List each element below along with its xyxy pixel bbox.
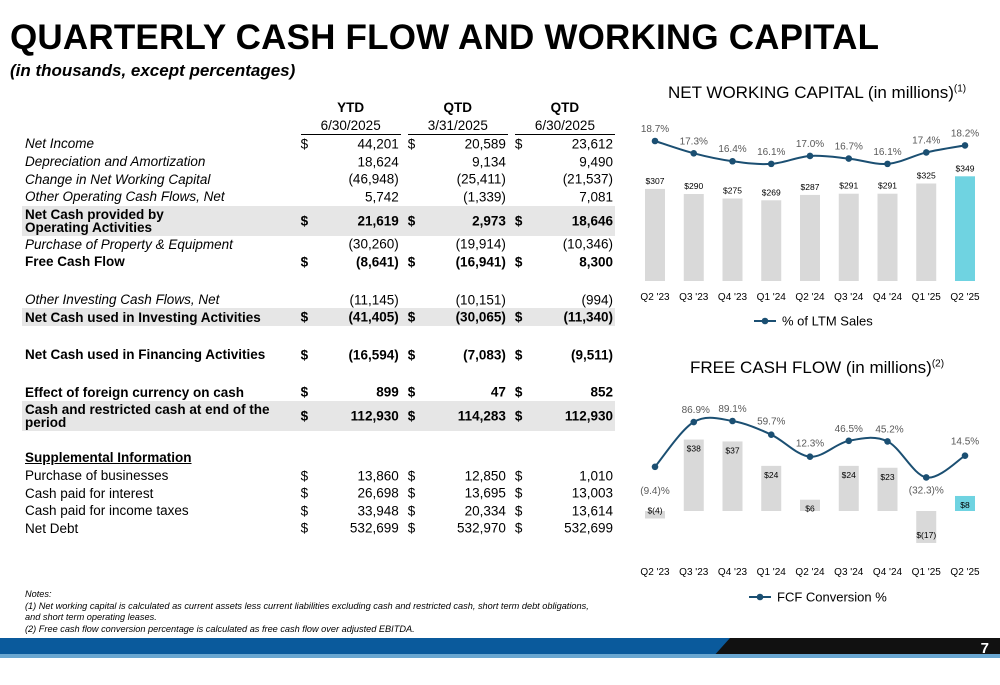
page-subtitle: (in thousands, except percentages) xyxy=(10,61,296,80)
x-tick-label: Q2 '25 xyxy=(950,567,980,578)
line-label: 16.1% xyxy=(873,146,902,158)
bar xyxy=(723,199,743,282)
table-cell xyxy=(408,308,508,326)
line-point xyxy=(884,438,891,445)
row-label: Net Cash provided by Operating Activities xyxy=(25,206,164,235)
table-cell xyxy=(408,467,508,485)
line-label: 86.9% xyxy=(681,405,710,417)
table-cell xyxy=(408,253,508,271)
table-cell xyxy=(301,484,401,502)
table-row xyxy=(22,449,615,467)
currency-symbol: $ xyxy=(514,213,523,229)
bar-label: $269 xyxy=(761,187,781,198)
cell-value: (46,948) xyxy=(348,171,399,187)
table-header-row xyxy=(22,100,615,118)
table-row xyxy=(22,308,615,326)
x-tick-label: Q2 '23 xyxy=(640,292,670,303)
table-date-row xyxy=(22,118,615,136)
cell-value: 23,612 xyxy=(571,136,613,152)
row-label: Net Cash used in Investing Activities xyxy=(25,309,261,325)
table-cell xyxy=(301,206,401,236)
legend-marker xyxy=(762,318,769,325)
table-cell xyxy=(408,153,508,171)
bar-label: $8 xyxy=(960,499,970,510)
currency-symbol: $ xyxy=(514,254,523,270)
bar-label: $291 xyxy=(878,180,897,191)
table-cell xyxy=(515,384,615,402)
line-point xyxy=(768,431,775,438)
table-cell xyxy=(301,467,401,485)
table-cell xyxy=(515,520,615,538)
bar-label: $(17) xyxy=(916,529,937,540)
line-label: 17.4% xyxy=(912,135,941,147)
currency-symbol: $ xyxy=(300,254,309,270)
row-label: Effect of foreign currency on cash xyxy=(25,384,245,400)
cell-value: (21,537) xyxy=(562,171,613,187)
table-cell xyxy=(515,308,615,326)
bar-label: $38 xyxy=(686,443,701,454)
currency-symbol: $ xyxy=(407,520,416,536)
bar-label: $349 xyxy=(955,163,975,174)
table-cell xyxy=(301,170,401,188)
line-point xyxy=(923,474,930,481)
line-point xyxy=(652,464,659,471)
cell-value: 13,614 xyxy=(571,503,613,519)
cell-value: (10,346) xyxy=(562,236,613,252)
row-label: Cash paid for income taxes xyxy=(25,503,189,519)
cell-value: (19,914) xyxy=(455,236,506,252)
currency-symbol: $ xyxy=(514,468,523,484)
table-row xyxy=(22,346,615,364)
x-tick-label: Q4 '23 xyxy=(717,292,748,303)
nwc-chart-title: NET WORKING CAPITAL (in millions)$^{(1)}$ xyxy=(668,83,967,102)
table-row xyxy=(22,153,615,171)
x-tick-label: Q3 '23 xyxy=(679,292,709,303)
cell-value: (30,260) xyxy=(348,236,399,252)
cell-value: (11,145) xyxy=(349,292,399,308)
currency-symbol: $ xyxy=(514,485,523,501)
line-point xyxy=(807,453,814,460)
line-label: 18.7% xyxy=(640,124,670,135)
page-title: QUARTERLY CASH FLOW AND WORKING CAPITAL xyxy=(10,18,880,57)
bar xyxy=(839,194,859,281)
bar xyxy=(955,176,975,281)
cell-value: 532,699 xyxy=(349,520,399,536)
currency-symbol: $ xyxy=(407,136,416,152)
bar-label: $23 xyxy=(880,471,895,482)
row-label: Supplemental Information xyxy=(25,450,192,466)
x-tick-label: Q3 '24 xyxy=(834,292,864,303)
line-point xyxy=(884,161,891,168)
bar-label: $307 xyxy=(645,175,665,186)
fcf-chart-title: FREE CASH FLOW (in millions)$^{(2)}$ xyxy=(690,358,945,377)
cell-value: 13,860 xyxy=(357,468,399,484)
bar-label: $24 xyxy=(764,469,779,480)
cell-value: 532,699 xyxy=(564,520,613,536)
cell-value: 12,850 xyxy=(464,468,506,484)
currency-symbol: $ xyxy=(514,347,523,363)
line-label: 59.7% xyxy=(757,416,786,428)
line-label: (9.4)% xyxy=(640,485,670,497)
currency-symbol: $ xyxy=(300,347,309,363)
note-1: (1) Net working capital is calculated as current assets less current liabilities excluding cash and restricted cash, short term debt obligations, and short term operating leases. xyxy=(25,600,589,622)
currency-symbol: $ xyxy=(407,213,416,229)
bar xyxy=(878,194,898,281)
bar-label: $287 xyxy=(800,181,820,192)
col-date-qtd-2: 6/30/2025 xyxy=(515,118,615,135)
notes xyxy=(25,589,595,635)
cell-value: (41,405) xyxy=(348,309,399,325)
line-point xyxy=(729,158,736,165)
cell-value: (7,083) xyxy=(463,347,506,363)
row-label: Free Cash Flow xyxy=(25,254,125,270)
table-cell xyxy=(408,502,508,520)
bar-label: $291 xyxy=(839,180,859,191)
x-tick-label: Q4 '23 xyxy=(717,567,748,578)
row-label: Cash paid for interest xyxy=(25,485,154,501)
bar-label: $275 xyxy=(723,185,742,196)
table-cell xyxy=(301,236,401,254)
x-tick-label: Q1 '24 xyxy=(756,292,786,303)
bar xyxy=(645,189,665,281)
cell-value: (994) xyxy=(581,292,613,308)
row-label: Other Investing Cash Flows, Net xyxy=(25,292,220,308)
cell-value: 47 xyxy=(490,384,506,400)
notes-heading: Notes: xyxy=(25,589,52,599)
note-2: (2) Free cash flow conversion percentage is calculated as free cash flow over adjusted EBITDA. xyxy=(25,623,415,634)
currency-symbol: $ xyxy=(407,485,416,501)
row-label: Net Income xyxy=(25,136,95,152)
table-cell xyxy=(301,291,401,309)
table-cell xyxy=(301,502,401,520)
table-cell xyxy=(408,291,508,309)
col-date-ytd: 6/30/2025 xyxy=(301,118,401,135)
table-row xyxy=(22,206,615,236)
currency-symbol: $ xyxy=(300,408,309,424)
table-row xyxy=(22,401,615,431)
table-cell xyxy=(515,236,615,254)
currency-symbol: $ xyxy=(514,136,523,152)
cash-flow-table xyxy=(22,100,615,537)
legend-label: % of LTM Sales xyxy=(782,313,873,329)
cell-value: 26,698 xyxy=(357,485,399,501)
table-row xyxy=(22,188,615,206)
cell-value: 33,948 xyxy=(357,503,399,519)
currency-symbol: $ xyxy=(300,213,309,229)
currency-symbol: $ xyxy=(300,136,309,152)
bar xyxy=(684,194,704,281)
cell-value: 20,334 xyxy=(464,503,506,519)
row-label: Purchase of businesses xyxy=(25,468,169,484)
row-label: Change in Net Working Capital xyxy=(25,171,211,187)
table-cell xyxy=(301,401,401,431)
col-header-qtd-2: QTD xyxy=(550,100,580,115)
line-label: 17.0% xyxy=(795,138,825,150)
table-cell xyxy=(515,346,615,364)
cell-value: 7,081 xyxy=(579,189,613,205)
row-label: Depreciation and Amortization xyxy=(25,154,206,170)
table-cell xyxy=(301,135,401,153)
table-cell xyxy=(515,401,615,431)
table-row xyxy=(22,170,615,188)
table-row xyxy=(22,484,615,502)
line-point xyxy=(768,161,775,168)
bar xyxy=(800,195,820,281)
cell-value: 532,970 xyxy=(457,520,506,536)
bar xyxy=(761,200,781,281)
currency-symbol: $ xyxy=(514,309,523,325)
table-cell xyxy=(301,153,401,171)
bar-label: $37 xyxy=(725,445,740,456)
cell-value: (30,065) xyxy=(455,309,506,325)
cell-value: 13,695 xyxy=(464,485,506,501)
bar-label: $6 xyxy=(805,503,815,514)
table-cell xyxy=(408,206,508,236)
line-point xyxy=(652,138,659,145)
x-tick-label: Q1 '25 xyxy=(911,567,941,578)
currency-symbol: $ xyxy=(407,309,416,325)
table-cell xyxy=(301,346,401,364)
bar-label: $290 xyxy=(684,181,704,191)
table-cell xyxy=(301,253,401,271)
table-row xyxy=(22,467,615,485)
currency-symbol: $ xyxy=(300,309,309,325)
cell-value: (10,151) xyxy=(455,292,506,308)
x-tick-label: Q1 '24 xyxy=(756,567,786,578)
currency-symbol: $ xyxy=(514,520,523,536)
line-point xyxy=(845,438,852,445)
line-label: 16.1% xyxy=(757,146,786,158)
line-point xyxy=(923,149,930,156)
row-label: Cash and restricted cash at end of the period xyxy=(25,402,270,431)
table-cell xyxy=(408,346,508,364)
table-cell xyxy=(408,236,508,254)
cell-value: 13,003 xyxy=(571,485,613,501)
line-point xyxy=(807,153,814,160)
line-label: 45.2% xyxy=(875,424,904,436)
line-label: 89.1% xyxy=(718,404,747,415)
cell-value: 9,134 xyxy=(472,154,506,170)
currency-symbol: $ xyxy=(407,384,416,400)
currency-symbol: $ xyxy=(407,503,416,519)
col-header-qtd-1: QTD xyxy=(443,100,473,115)
line-point xyxy=(962,452,969,459)
table-row xyxy=(22,291,615,309)
table-cell xyxy=(408,520,508,538)
table-cell xyxy=(515,153,615,171)
cell-value: (16,941) xyxy=(455,254,506,270)
table-cell xyxy=(515,484,615,502)
table-cell xyxy=(301,520,401,538)
line-point xyxy=(690,150,697,157)
cell-value: 2,973 xyxy=(472,213,506,229)
table-cell xyxy=(515,170,615,188)
row-label: Purchase of Property & Equipment xyxy=(25,236,233,252)
x-tick-label: Q3 '23 xyxy=(679,567,709,578)
currency-symbol: $ xyxy=(300,520,309,536)
page-number: 7 xyxy=(980,640,989,657)
cell-value: 9,490 xyxy=(579,154,613,170)
table-row xyxy=(22,135,615,153)
table-cell xyxy=(301,188,401,206)
row-label: Net Debt xyxy=(25,520,79,536)
cell-value: (1,339) xyxy=(463,189,506,205)
x-tick-label: Q1 '25 xyxy=(911,292,941,303)
table-cell xyxy=(515,502,615,520)
x-tick-label: Q2 '24 xyxy=(795,292,825,303)
line-label: 12.3% xyxy=(795,438,825,450)
fcf-chart xyxy=(628,385,998,620)
cell-value: (25,411) xyxy=(456,171,506,187)
cell-value: 112,930 xyxy=(564,408,613,424)
x-tick-label: Q2 '24 xyxy=(795,567,825,578)
cell-value: 1,010 xyxy=(579,468,613,484)
table-cell xyxy=(408,135,508,153)
table-cell xyxy=(408,188,508,206)
col-date-qtd-1: 3/31/2025 xyxy=(408,118,508,135)
line-point xyxy=(729,418,736,425)
currency-symbol: $ xyxy=(300,485,309,501)
x-tick-label: Q2 '25 xyxy=(950,292,980,303)
currency-symbol: $ xyxy=(514,503,523,519)
cell-value: 8,300 xyxy=(579,254,613,270)
line-point xyxy=(845,155,852,162)
bar-label: $(4) xyxy=(647,505,663,516)
x-tick-label: Q4 '24 xyxy=(872,567,903,578)
table-row xyxy=(22,253,615,271)
bar-label: $24 xyxy=(841,469,856,480)
table-cell xyxy=(301,384,401,402)
table-cell xyxy=(408,484,508,502)
table-row xyxy=(22,236,615,254)
x-tick-label: Q3 '24 xyxy=(834,567,864,578)
line-label: 16.4% xyxy=(718,144,747,156)
cell-value: 5,742 xyxy=(364,189,399,205)
line-label: 18.2% xyxy=(950,128,980,140)
currency-symbol: $ xyxy=(514,384,523,400)
x-tick-label: Q2 '23 xyxy=(640,567,670,578)
currency-symbol: $ xyxy=(300,503,309,519)
cell-value: 18,624 xyxy=(357,154,399,170)
table-cell xyxy=(408,170,508,188)
line-label: 16.7% xyxy=(834,141,863,153)
cell-value: 852 xyxy=(590,384,613,400)
table-row xyxy=(22,520,615,538)
line-label: 46.5% xyxy=(834,423,863,435)
row-label: Net Cash used in Financing Activities xyxy=(25,347,266,363)
line-label: (32.3)% xyxy=(908,485,944,497)
currency-symbol: $ xyxy=(407,468,416,484)
table-cell xyxy=(515,188,615,206)
line-label: 17.3% xyxy=(679,136,708,148)
cell-value: 20,589 xyxy=(464,136,506,152)
currency-symbol: $ xyxy=(514,408,523,424)
cell-value: (11,340) xyxy=(563,309,613,325)
legend-marker xyxy=(757,594,764,601)
line-point xyxy=(690,419,697,426)
bar-label: $325 xyxy=(916,170,936,181)
line-label: 14.5% xyxy=(950,436,980,448)
currency-symbol: $ xyxy=(300,384,309,400)
currency-symbol: $ xyxy=(407,408,416,424)
cell-value: (16,594) xyxy=(348,347,399,363)
table-cell xyxy=(515,291,615,309)
footer-bar xyxy=(0,638,1000,658)
line-point xyxy=(962,142,969,149)
currency-symbol: $ xyxy=(407,347,416,363)
row-label: Other Operating Cash Flows, Net xyxy=(25,189,225,205)
x-tick-label: Q4 '24 xyxy=(872,292,903,303)
currency-symbol: $ xyxy=(300,468,309,484)
table-row xyxy=(22,502,615,520)
currency-symbol: $ xyxy=(407,254,416,270)
table-cell xyxy=(515,253,615,271)
cell-value: 44,201 xyxy=(357,136,399,152)
table-cell xyxy=(515,135,615,153)
table-row xyxy=(22,384,615,402)
cell-value: 21,619 xyxy=(357,213,399,229)
table-cell xyxy=(515,467,615,485)
nwc-chart xyxy=(628,110,998,350)
col-header-ytd: YTD xyxy=(337,100,365,115)
cell-value: 899 xyxy=(376,384,399,400)
table-cell xyxy=(301,308,401,326)
table-cell xyxy=(515,206,615,236)
table-cell xyxy=(408,384,508,402)
table-cell xyxy=(408,401,508,431)
cell-value: 114,283 xyxy=(457,408,506,424)
bar xyxy=(916,184,936,282)
cell-value: (9,511) xyxy=(570,347,613,363)
cell-value: (8,641) xyxy=(355,254,399,270)
cell-value: 112,930 xyxy=(350,408,399,424)
cell-value: 18,646 xyxy=(571,213,613,229)
legend-label: FCF Conversion % xyxy=(777,589,887,605)
